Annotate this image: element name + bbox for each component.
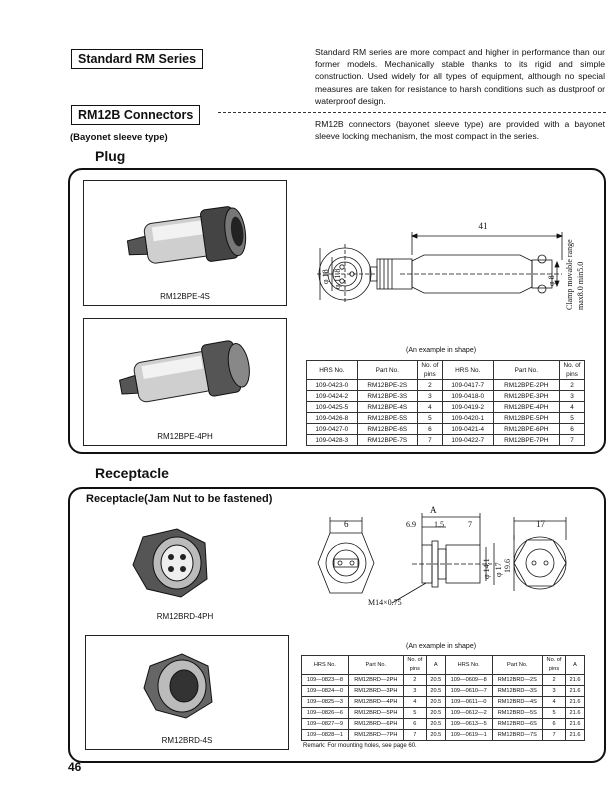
- receptacle-connector-image: [86, 636, 288, 732]
- cell-hrs-no: 109-0428-3: [307, 435, 358, 446]
- col-part-no: Part No.: [492, 656, 542, 675]
- receptacle-photo-2: [85, 635, 289, 750]
- dim-phi-11-8: φ 11.8: [333, 268, 342, 289]
- intro-paragraph: Standard RM series are more compact and higher in performance than our former models. Mechanically stable thanks to its rigid and simple construction. Used widely for all types of equipment, although no special measures are taken for resistance to harsh conditions such as dustproof or waterproof design.: [315, 47, 605, 106]
- cell-hrs-no: 109—0826—6: [302, 708, 349, 719]
- cell-part-no: RM12BRD—3PH: [348, 686, 403, 697]
- cell-a: 21.6: [566, 708, 585, 719]
- receptacle-heading: Receptacle: [95, 465, 169, 481]
- dashed-divider: [218, 112, 606, 113]
- cell-pins: 4: [560, 402, 585, 413]
- cell-hrs-no: 109-0421-4: [442, 424, 493, 435]
- cell-hrs-no: 109-0427-0: [307, 424, 358, 435]
- plug-connector-image: [84, 181, 286, 291]
- cell-hrs-no: 109-0419-2: [442, 402, 493, 413]
- dim-1-5: 1.5: [434, 520, 444, 529]
- cell-pins: 6: [417, 424, 442, 435]
- table-row: [302, 719, 585, 730]
- cell-hrs-no: 109-0423-0: [307, 380, 358, 391]
- mounting-remark: Remark: For mounting holes, see page 60.: [303, 743, 417, 749]
- receptacle-subheading: Receptacle(Jam Nut to be fastened): [86, 493, 273, 505]
- table-header-row: [302, 656, 585, 675]
- table-header-row: [307, 361, 585, 380]
- table-row: [302, 686, 585, 697]
- cell-pins: 3: [560, 391, 585, 402]
- col-part-no: Part No.: [348, 656, 403, 675]
- cell-hrs-no: 109-0422-7: [442, 435, 493, 446]
- cell-part-no: RM12BPE-7PH: [493, 435, 559, 446]
- col-pins: No. of pins: [417, 361, 442, 380]
- cell-pins: 4: [403, 697, 426, 708]
- cell-hrs-no: 109—0825—3: [302, 697, 349, 708]
- cell-pins: 4: [417, 402, 442, 413]
- series-title: Standard RM Series: [71, 49, 203, 69]
- cell-part-no: RM12BRD—5PH: [348, 708, 403, 719]
- cell-part-no: RM12BRD—2S: [492, 675, 542, 686]
- cell-a: 20.5: [426, 675, 445, 686]
- cell-pins: 5: [417, 413, 442, 424]
- table-row: [302, 697, 585, 708]
- cell-part-no: RM12BPE-4S: [357, 402, 417, 413]
- cell-hrs-no: 109-0425-5: [307, 402, 358, 413]
- cell-a: 20.5: [426, 730, 445, 741]
- cell-part-no: RM12BRD—3S: [492, 686, 542, 697]
- cell-a: 21.6: [566, 730, 585, 741]
- cell-pins: 2: [560, 380, 585, 391]
- receptacle-dimension-drawing: [300, 505, 600, 610]
- cell-part-no: RM12BRD—2PH: [348, 675, 403, 686]
- cell-pins: 2: [417, 380, 442, 391]
- cell-pins: 5: [403, 708, 426, 719]
- cell-hrs-no: 109-0417-7: [442, 380, 493, 391]
- dim-19-6: 19.6: [503, 559, 512, 573]
- page-number: 46: [68, 760, 82, 774]
- cell-hrs-no: 109—0611—0: [445, 697, 492, 708]
- table-row: [307, 435, 585, 446]
- receptacle-photo-1: [85, 515, 285, 623]
- cell-part-no: RM12BPE-2PH: [493, 380, 559, 391]
- col-part-no: Part No.: [357, 361, 417, 380]
- cell-hrs-no: 109—0612—2: [445, 708, 492, 719]
- cell-pins: 6: [543, 719, 566, 730]
- dim-phi-8: φ 8: [547, 275, 556, 286]
- dim-7: 7: [468, 520, 472, 529]
- cell-hrs-no: 109—0823—8: [302, 675, 349, 686]
- cell-part-no: RM12BPE-6S: [357, 424, 417, 435]
- cell-pins: 5: [560, 413, 585, 424]
- cell-hrs-no: 109—0619—1: [445, 730, 492, 741]
- plug-table-caption: (An example in shape): [406, 347, 477, 354]
- cell-hrs-no: 109-0426-8: [307, 413, 358, 424]
- cell-a: 20.5: [426, 708, 445, 719]
- cell-a: 20.5: [426, 719, 445, 730]
- rm12b-paragraph: RM12B connectors (bayonet sleeve type) are provided with a bayonet sleeve locking mechanism, the most compact in the series.: [315, 119, 605, 142]
- bayonet-label: (Bayonet sleeve type): [70, 132, 168, 143]
- col-hrs-no: HRS No.: [307, 361, 358, 380]
- dim-17: 17: [536, 519, 545, 529]
- col-hrs-no: HRS No.: [302, 656, 349, 675]
- plug-heading: Plug: [95, 148, 126, 164]
- receptacle-connector-image: [85, 515, 285, 611]
- cell-hrs-no: 109-0424-2: [307, 391, 358, 402]
- dim-41: 41: [478, 221, 488, 231]
- clamp-note-1: Clamp movable range: [565, 239, 574, 310]
- col-part-no: Part No.: [493, 361, 559, 380]
- cell-pins: 7: [543, 730, 566, 741]
- thread-spec: M14×0.75: [368, 598, 402, 607]
- cell-a: 20.5: [426, 686, 445, 697]
- cell-pins: 7: [403, 730, 426, 741]
- cell-part-no: RM12BRD—6PH: [348, 719, 403, 730]
- plug-photo-1-caption: RM12BPE-4S: [160, 292, 210, 301]
- table-row: [302, 708, 585, 719]
- cell-part-no: RM12BPE-6PH: [493, 424, 559, 435]
- cell-a: 21.6: [566, 686, 585, 697]
- cell-hrs-no: 109-0420-1: [442, 413, 493, 424]
- col-a: A: [426, 656, 445, 675]
- cell-part-no: RM12BPE-3S: [357, 391, 417, 402]
- receptacle-photo-1-caption: RM12BRD-4PH: [156, 612, 214, 621]
- table-row: [307, 380, 585, 391]
- table-row: [307, 424, 585, 435]
- cell-a: 21.6: [566, 719, 585, 730]
- receptacle-table-caption: (An example in shape): [406, 643, 477, 650]
- cell-pins: 2: [543, 675, 566, 686]
- cell-pins: 3: [417, 391, 442, 402]
- col-hrs-no: HRS No.: [445, 656, 492, 675]
- cell-part-no: RM12BPE-7S: [357, 435, 417, 446]
- cell-hrs-no: 109—0824—0: [302, 686, 349, 697]
- cell-hrs-no: 109—0610—7: [445, 686, 492, 697]
- cell-pins: 7: [560, 435, 585, 446]
- cell-a: 21.6: [566, 675, 585, 686]
- dim-phi-17: φ 17: [494, 562, 503, 577]
- cell-part-no: RM12BPE-5S: [357, 413, 417, 424]
- dim-6: 6: [344, 519, 349, 529]
- col-a: A: [566, 656, 585, 675]
- cell-hrs-no: 109-0418-0: [442, 391, 493, 402]
- cell-a: 21.6: [566, 697, 585, 708]
- receptacle-photo-2-caption: RM12BRD-4S: [161, 736, 213, 745]
- cell-hrs-no: 109—0828—1: [302, 730, 349, 741]
- table-row: [302, 730, 585, 741]
- dim-6-9: 6.9: [406, 520, 416, 529]
- plug-photo-2-caption: RM12BPE-4PH: [157, 432, 213, 441]
- cell-hrs-no: 109—0613—5: [445, 719, 492, 730]
- table-row: [307, 402, 585, 413]
- plug-connector-image: [84, 319, 286, 429]
- dim-phi-14-1: φ 14.1: [482, 558, 491, 579]
- table-row: [302, 675, 585, 686]
- cell-part-no: RM12BPE-3PH: [493, 391, 559, 402]
- cell-pins: 3: [543, 686, 566, 697]
- cell-hrs-no: 109—0827—9: [302, 719, 349, 730]
- clamp-note-2: max8.0 min5.0: [576, 261, 585, 310]
- cell-part-no: RM12BRD—4PH: [348, 697, 403, 708]
- cell-pins: 6: [560, 424, 585, 435]
- cell-part-no: RM12BPE-2S: [357, 380, 417, 391]
- col-pins: No. of pins: [560, 361, 585, 380]
- plug-dimension-drawing: [300, 212, 600, 332]
- cell-part-no: RM12BPE-4PH: [493, 402, 559, 413]
- col-pins: No. of pins: [403, 656, 426, 675]
- cell-pins: 6: [403, 719, 426, 730]
- col-pins: No. of pins: [543, 656, 566, 675]
- receptacle-spec-table: [301, 655, 585, 741]
- cell-a: 20.5: [426, 697, 445, 708]
- table-row: [307, 413, 585, 424]
- plug-photo-1: [83, 180, 287, 306]
- dim-phi-18: φ 18: [321, 269, 330, 284]
- connector-title: RM12B Connectors: [71, 105, 200, 125]
- table-row: [307, 391, 585, 402]
- cell-pins: 5: [543, 708, 566, 719]
- cell-hrs-no: 109—0609—8: [445, 675, 492, 686]
- cell-pins: 7: [417, 435, 442, 446]
- cell-pins: 3: [403, 686, 426, 697]
- col-hrs-no: HRS No.: [442, 361, 493, 380]
- cell-part-no: RM12BRD—6S: [492, 719, 542, 730]
- dim-a: A: [430, 505, 437, 515]
- cell-part-no: RM12BRD—7PH: [348, 730, 403, 741]
- cell-part-no: RM12BRD—5S: [492, 708, 542, 719]
- cell-pins: 2: [403, 675, 426, 686]
- cell-pins: 4: [543, 697, 566, 708]
- plug-photo-2: [83, 318, 287, 446]
- cell-part-no: RM12BRD—4S: [492, 697, 542, 708]
- cell-part-no: RM12BPE-5PH: [493, 413, 559, 424]
- plug-spec-table: [306, 360, 585, 446]
- cell-part-no: RM12BRD—7S: [492, 730, 542, 741]
